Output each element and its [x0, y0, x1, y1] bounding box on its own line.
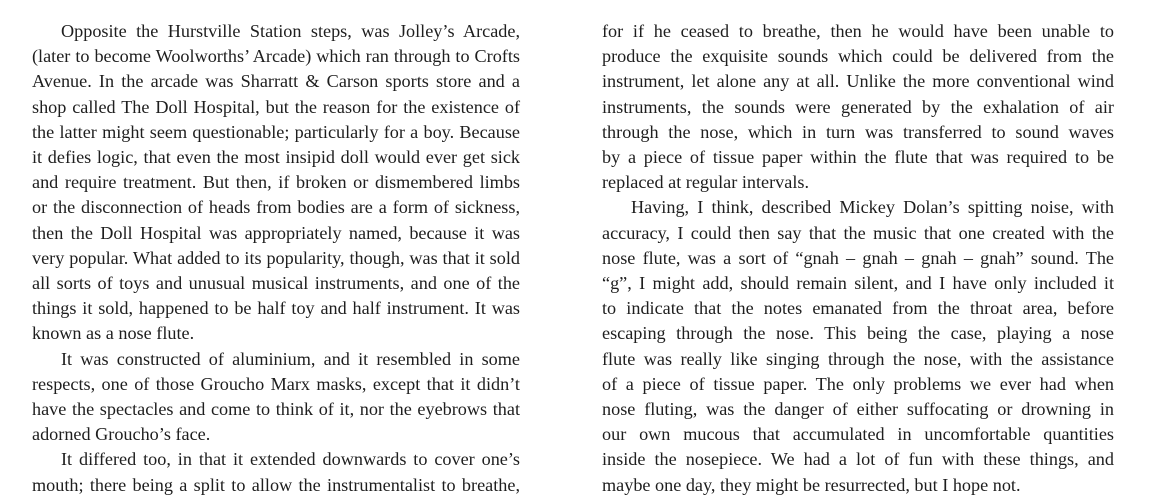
- text-line: flute was really like singing through the nose, with the assistance: [602, 348, 1114, 369]
- text-line: Opposite the Hurstville Station steps, was Jolley’s Arcade,: [61, 21, 520, 41]
- text-line: all sorts of toys and unusual musical instruments, and one of the: [32, 273, 520, 294]
- text-line: or the disconnection of heads from bodies are a form of sickness,: [32, 197, 520, 218]
- paragraph-differed-too: [32, 447, 520, 497]
- text-line: by a piece of tissue paper within the flute that was required to be: [602, 147, 1114, 168]
- text-line: it defies logic, that even the most insipid doll would ever get sick: [32, 147, 520, 168]
- text-line: “g”, I might add, should remain silent, and I have only included it: [602, 273, 1114, 294]
- paragraph-aluminium-flute: [32, 347, 520, 448]
- text-line: the latter might seem questionable; particularly for a boy. Because: [32, 121, 520, 142]
- text-line: escaping through the nose. This being the case, playing a nose: [602, 323, 1114, 344]
- right-text-column: [602, 19, 1114, 498]
- text-line: through the nose, which in turn was transferred to sound waves: [602, 121, 1114, 142]
- text-line: produce the exquisite sounds which could be delivered from the: [602, 46, 1114, 67]
- text-line: to indicate that the notes emanated from the throat area, before: [602, 298, 1114, 319]
- text-line: accuracy, I could then say that the music that one created with the: [602, 222, 1114, 243]
- text-line: mouth; there being a split to allow the instrumentalist to breathe,: [32, 474, 520, 495]
- text-line: known as a nose flute.: [32, 323, 195, 344]
- text-line: respects, one of those Groucho Marx masks, except that it didn’t: [32, 373, 520, 394]
- text-line: It was constructed of aluminium, and it resembled in some: [61, 348, 520, 369]
- text-line: our own mucous that accumulated in uncomfortable quantities: [602, 424, 1114, 445]
- text-line: for if he ceased to breathe, then he would have been unable to: [602, 21, 1114, 41]
- text-line: maybe one day, they might be resurrected, but I hope not.: [602, 474, 1021, 495]
- left-text-column: [32, 19, 520, 498]
- text-line: It differed too, in that it extended downwards to cover one’s: [61, 449, 520, 470]
- text-line: then the Doll Hospital was appropriately named, because it was: [32, 222, 520, 243]
- text-line: adorned Groucho’s face.: [32, 424, 211, 445]
- text-line: inside the nosepiece. We had a lot of fun with these things, and: [602, 449, 1114, 470]
- text-line: nose flute, was a sort of “gnah – gnah – gnah – gnah” sound. The: [602, 247, 1114, 268]
- text-line: and require treatment. But then, if broken or dismembered limbs: [32, 172, 520, 193]
- text-line: of a piece of tissue paper. The only problems we ever had when: [602, 373, 1114, 394]
- text-line: nose fluting, was the danger of either suffocating or drowning in: [602, 399, 1114, 420]
- text-line: replaced at regular intervals.: [602, 172, 810, 193]
- text-line: shop called The Doll Hospital, but the reason for the existence of: [32, 96, 520, 117]
- text-line: (later to become Woolworths’ Arcade) which ran through to Crofts: [32, 46, 520, 67]
- paragraph-ceased-to-breathe: [602, 19, 1114, 195]
- text-line: have the spectacles and come to think of it, nor the eyebrows that: [32, 399, 520, 420]
- text-line: instrument, let alone any at all. Unlike the more conventional wind: [602, 71, 1114, 92]
- text-line: very popular. What added to its popularity, though, was that it sold: [32, 247, 520, 268]
- text-line: Having, I think, described Mickey Dolan’s spitting noise, with: [631, 197, 1114, 218]
- text-line: instruments, the sounds were generated by the exhalation of air: [602, 96, 1114, 117]
- paragraph-mickey-dolan: [602, 195, 1114, 497]
- text-line: Avenue. In the arcade was Sharratt & Carson sports store and a: [32, 71, 520, 92]
- paragraph-jolleys-arcade: [32, 19, 520, 347]
- text-line: things it sold, happened to be half toy and half instrument. It was: [32, 298, 520, 319]
